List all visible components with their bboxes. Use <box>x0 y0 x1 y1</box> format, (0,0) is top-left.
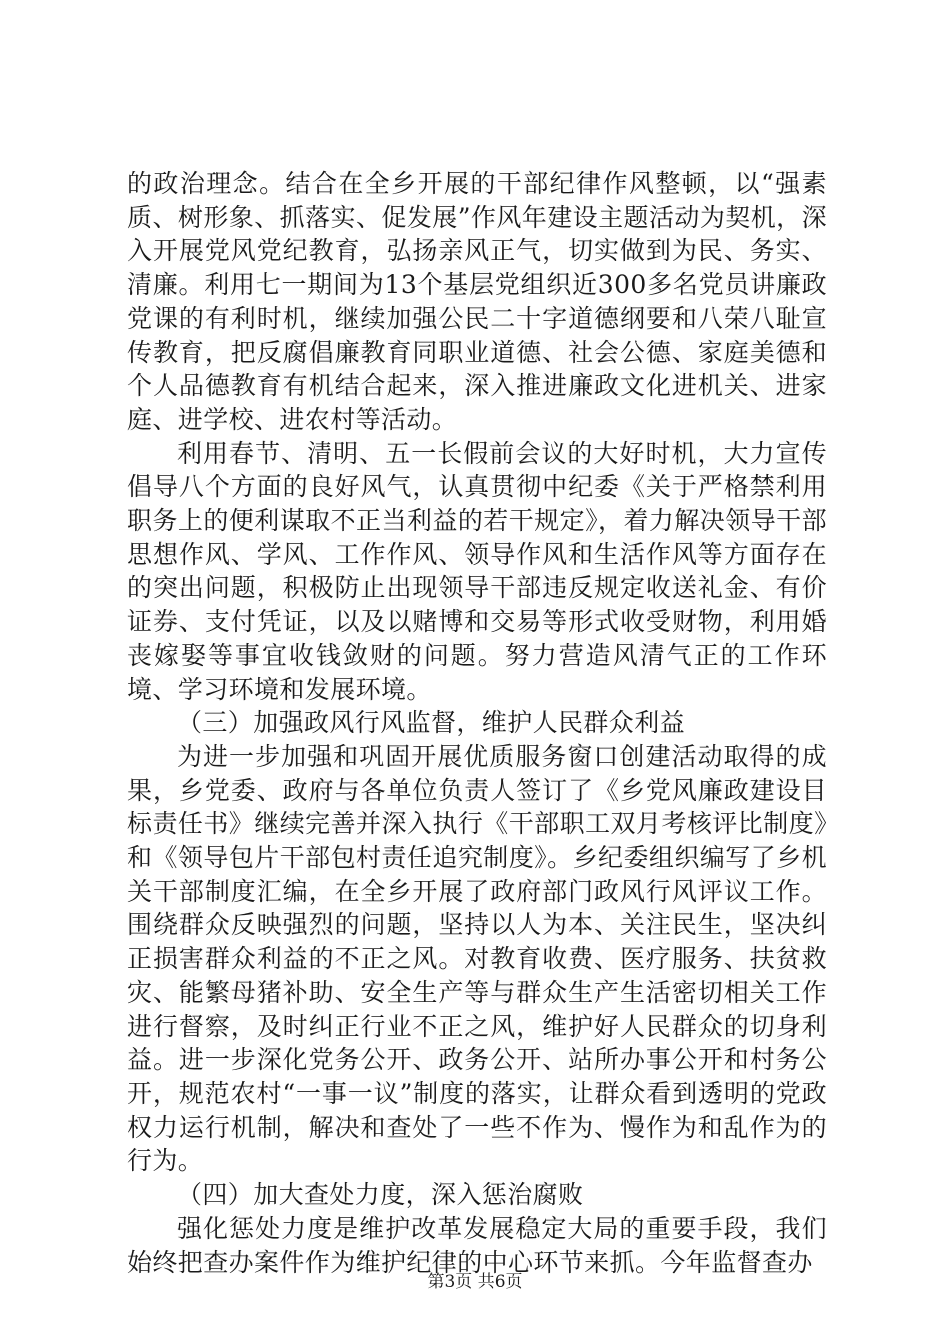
paragraph-punishment: 强化惩处力度是维护改革发展稳定大局的重要手段，我们始终把查办案件作为维护纪律的中心环节来抓。今年监督查办 <box>127 1213 827 1277</box>
paragraph-holiday-campaign: 利用春节、清明、五一长假前会议的大好时机，大力宣传倡导八个方面的良好风气，认真贯彻中纪委《关于严格禁利用职务上的便利谋取不正当利益的若干规定》，着力解决领导干部思想作风、学风、工作作风、领导作风和生活作风等方面存在的突出问题，积极防止出现领导干部违反规定收送礼金、有价证券、支付凭证，以及以赌博和交易等形式收受财物，利用婚丧嫁娶等事宜收钱敛财的问题。努力营造风清气正的工作环境、学习环境和发展环境。 <box>127 438 827 704</box>
document-body <box>127 167 827 1279</box>
paragraph-service-supervision: 为进一步加强和巩固开展优质服务窗口创建活动取得的成果，乡党委、政府与各单位负责人签订了《乡党风廉政建设目标责任书》继续完善并深入执行《干部职工双月考核评比制度》和《领导包片干部包村责任追究制度》。乡纪委组织编写了乡机关干部制度汇编，在全乡开展了政府部门政风行风评议工作。围绕群众反映强烈的问题，坚持以人为本、关注民生，坚决纠正损害群众利益的不正之风。对教育收费、医疗服务、扶贫救灾、能繁母猪补助、安全生产等与群众生产生活密切相关工作进行督察，及时纠正行业不正之风，维护好人民群众的切身利益。进一步深化党务公开、政务公开、站所办事公开和村务公开，规范农村“一事一议”制度的落实，让群众看到透明的党政权力运行机制，解决和查处了一些不作为、慢作为和乱作为的行为。 <box>127 741 827 1176</box>
page-number-footer: 第3页 共6页 <box>427 1272 523 1292</box>
section-heading-4: （四）加大查处力度，深入惩治腐败 <box>177 1180 584 1210</box>
paragraph-continuation: 的政治理念。结合在全乡开展的干部纪律作风整顿，以“强素质、树形象、抓落实、促发展”作风年建设主题活动为契机，深入开展党风党纪教育，弘扬亲风正气，切实做到为民、务实、清廉。利用七一期间为13个基层党组织近300多名党员讲廉政党课的有利时机，继续加强公民二十字道德纲要和八荣八耻宣传教育，把反腐倡廉教育同职业道德、社会公德、家庭美德和个人品德教育有机结合起来，深入推进廉政文化进机关、进家庭、进学校、进农村等活动。 <box>127 169 827 434</box>
section-heading-3: （三）加强政风行风监督，维护人民群众利益 <box>177 708 686 738</box>
